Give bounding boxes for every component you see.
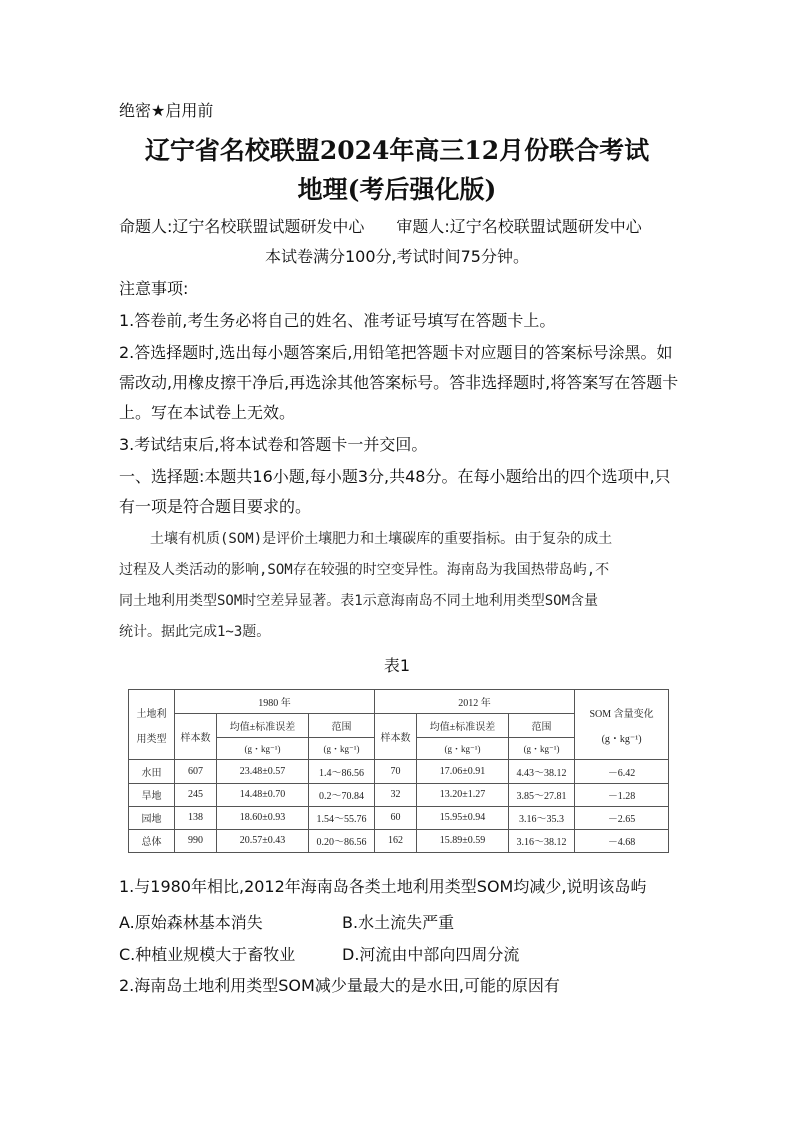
table-cell: 990: [175, 829, 217, 852]
header-2012: 2012 年: [375, 690, 575, 714]
header-mean-unit-2012: (g・kg⁻¹): [417, 738, 509, 760]
table-cell: 园地: [129, 806, 175, 829]
question-2-stem: 2.海南岛土地利用类型SOM减少量最大的是水田,可能的原因有: [119, 976, 560, 995]
table-cell: 0.20～86.56: [309, 829, 375, 852]
table-cell: 13.20±1.27: [417, 783, 509, 806]
question-1-option-d: D.河流由中部向四周分流: [342, 945, 520, 964]
table-cell: －6.42: [575, 760, 669, 783]
table-cell: 总体: [129, 829, 175, 852]
table-cell: 3.16～38.12: [509, 829, 575, 852]
notice-item-2-line-2: 需改动,用橡皮擦干净后,再选涂其他答案标号。答非选择题时,将答案写在答题卡: [119, 373, 679, 392]
table-cell: 1.4～86.56: [309, 760, 375, 783]
table-row: [129, 760, 669, 783]
table-cell: 245: [175, 783, 217, 806]
table-cell: 4.43～38.12: [509, 760, 575, 783]
table-cell: －1.28: [575, 783, 669, 806]
table-cell: 32: [375, 783, 417, 806]
notice-item-1: 1.答卷前,考生务必将自己的姓名、准考证号填写在答题卡上。: [119, 311, 556, 330]
question-1-stem: 1.与1980年相比,2012年海南岛各类土地利用类型SOM均减少,说明该岛屿: [119, 877, 647, 896]
header-samples-1980: 样本数: [175, 714, 217, 760]
table-cell: 14.48±0.70: [217, 783, 309, 806]
table-cell: 20.57±0.43: [217, 829, 309, 852]
question-1-option-c: C.种植业规模大于畜牧业: [119, 945, 296, 964]
confidential-mark: 绝密★启用前: [119, 101, 214, 120]
header-som-change-label: SOM 含量变化: [589, 708, 654, 720]
stimulus-line-1: 土壤有机质(SOM)是评价土壤肥力和土壤碳库的重要指标。由于复杂的成土: [150, 531, 613, 547]
header-range-1980: 范围: [309, 714, 375, 738]
table-cell: 3.16～35.3: [509, 806, 575, 829]
header-range-unit-2012: (g・kg⁻¹): [509, 738, 575, 760]
header-som-change-unit: (g・kg⁻¹): [601, 733, 642, 745]
header-samples-2012: 样本数: [375, 714, 417, 760]
table-cell: 15.89±0.59: [417, 829, 509, 852]
table-cell: 607: [175, 760, 217, 783]
exam-info: 本试卷满分100分,考试时间75分钟。: [265, 247, 529, 266]
table-cell: 60: [375, 806, 417, 829]
table-cell: 15.95±0.94: [417, 806, 509, 829]
table-cell: 18.60±0.93: [217, 806, 309, 829]
table-cell: －4.68: [575, 829, 669, 852]
header-range-2012: 范围: [509, 714, 575, 738]
table-cell: 70: [375, 760, 417, 783]
table-cell: 17.06±0.91: [417, 760, 509, 783]
stimulus-line-2: 过程及人类活动的影响,SOM存在较强的时空变异性。海南岛为我国热带岛屿,不: [119, 562, 610, 578]
question-1-option-b: B.水土流失严重: [342, 913, 455, 932]
table-row: [129, 829, 669, 852]
header-mean-unit-1980: (g・kg⁻¹): [217, 738, 309, 760]
header-range-unit-1980: (g・kg⁻¹): [309, 738, 375, 760]
table-row: [129, 806, 669, 829]
header-mean-2012: 均值±标准误差: [417, 714, 509, 738]
notice-item-3: 3.考试结束后,将本试卷和答题卡一并交回。: [119, 435, 428, 454]
table-cell: 162: [375, 829, 417, 852]
header-som-change: [575, 690, 669, 760]
table-row: [129, 783, 669, 806]
section-instruction-line-1: 一、选择题:本题共16小题,每小题3分,共48分。在每小题给出的四个选项中,只: [119, 467, 671, 486]
header-land-type: [129, 690, 175, 760]
header-1980: 1980 年: [175, 690, 375, 714]
notice-heading: 注意事项:: [119, 279, 189, 298]
table-caption: 表1: [383, 656, 411, 675]
header-mean-1980: 均值±标准误差: [217, 714, 309, 738]
table-cell: 旱地: [129, 783, 175, 806]
question-1-option-a: A.原始森林基本消失: [119, 913, 263, 932]
section-instruction-line-2: 有一项是符合题目要求的。: [119, 497, 312, 516]
table-cell: －2.65: [575, 806, 669, 829]
table-cell: 138: [175, 806, 217, 829]
stimulus-line-4: 统计。据此完成1~3题。: [119, 624, 271, 640]
table-cell: 水田: [129, 760, 175, 783]
header-land-type-line-2: 用类型: [136, 733, 167, 745]
notice-item-2-line-1: 2.答选择题时,选出每小题答案后,用铅笔把答题卡对应题目的答案标号涂黑。如: [119, 343, 673, 362]
table-cell: 1.54～55.76: [309, 806, 375, 829]
table-cell: 3.85～27.81: [509, 783, 575, 806]
exam-title: 辽宁省名校联盟2024年高三12月份联合考试: [144, 136, 650, 165]
header-land-type-line-1: 土地利: [136, 708, 167, 720]
exam-subtitle: 地理(考后强化版): [297, 175, 497, 204]
table-cell: 23.48±0.57: [217, 760, 309, 783]
stimulus-line-3: 同土地利用类型SOM时空差异显著。表1示意海南岛不同土地利用类型SOM含量: [119, 593, 598, 609]
notice-item-2-line-3: 上。写在本试卷上无效。: [119, 403, 296, 422]
som-table: [128, 689, 669, 853]
authors-line: 命题人:辽宁名校联盟试题研发中心 审题人:辽宁名校联盟试题研发中心: [119, 217, 642, 236]
table-cell: 0.2～70.84: [309, 783, 375, 806]
